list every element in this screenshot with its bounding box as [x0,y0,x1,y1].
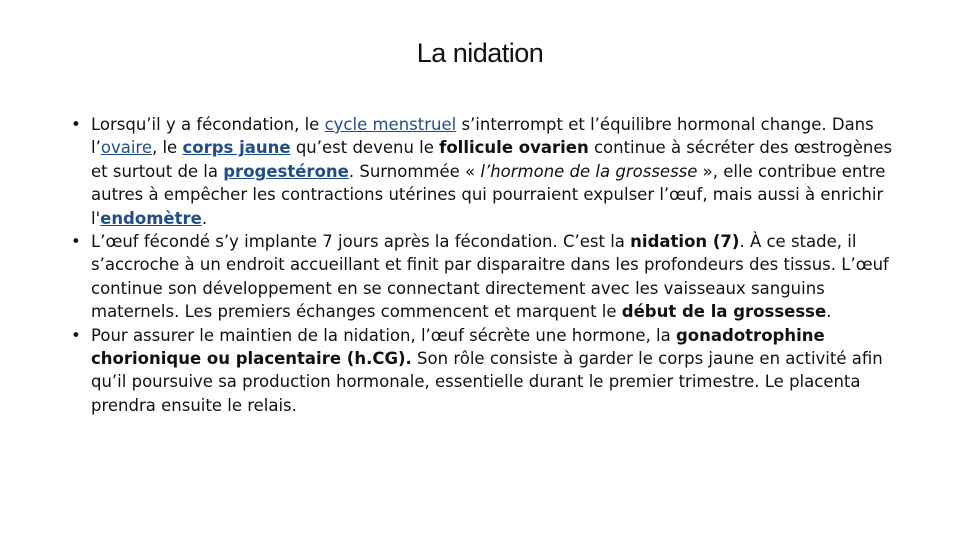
text-segment: . Surnommée « [348,161,481,181]
text-segment: L’œuf fécondé s’y implante 7 jours après la fécondation. C’est la [91,232,631,252]
text-segment: . [826,302,832,322]
bullet-item-nidation [70,230,900,324]
link-progesterone[interactable]: progestérone [223,161,349,181]
text-segment: qu’est devenu le [290,138,440,158]
text-segment: Lorsqu’il y a fécondation, le [91,115,325,134]
text-segment: s’interrompt et l’équilibre hormonal change. Dans l’ [91,115,874,158]
bold-term-debut-grossesse: début de la grossesse [621,302,827,322]
link-endometre[interactable]: endomètre [100,208,202,228]
text-segment: continue à sécréter des œstrogènes et surtout de la [91,138,893,181]
slide-title: La nidation [416,38,544,68]
text-segment: . [201,208,208,228]
bullet-icon: • [71,115,81,134]
link-corps-jaune[interactable]: corps jaune [182,138,291,158]
bullet-icon: • [71,325,81,345]
text-segment: , le [151,138,183,158]
bullet-list [70,113,900,417]
bold-term-nidation: nidation (7) [630,232,740,252]
text-segment: », elle contribue entre autres à empêcher les contractions utérines qui pourraient expulser l’œuf, mais aussi à enrichir l' [91,161,886,228]
text-segment: Pour assurer le maintien de la nidation, l’œuf sécrète une hormone, la [91,325,676,345]
bullet-item-fecondation [70,113,900,230]
bullet-icon: • [71,232,81,252]
link-ovaire[interactable]: ovaire [100,138,152,158]
bold-term-hcg: gonadotrophine chorionique ou placentaire (h.CG). [91,325,825,369]
link-cycle-menstruel[interactable]: cycle menstruel [324,115,457,134]
text-segment: . À ce stade, il s’accroche à un endroit accueillant et finit par disparaitre dans les profondeurs des tissus. L’œuf continue son développement en se connectant directement avec les vaisseaux sanguins maternels. Les premiers échanges commencent et marquent le [91,232,889,322]
italic-quote-hormone: l’hormone de la grossesse [480,161,698,181]
text-segment: Son rôle consiste à garder le corps jaune en activité afin qu’il poursuive sa production hormonale, essentielle durant le premier trimestre. Le placenta prendra ensuite le relais. [91,349,883,415]
bold-term-follicule-ovarien: follicule ovarien [439,138,589,158]
bullet-item-hcg [70,324,900,418]
